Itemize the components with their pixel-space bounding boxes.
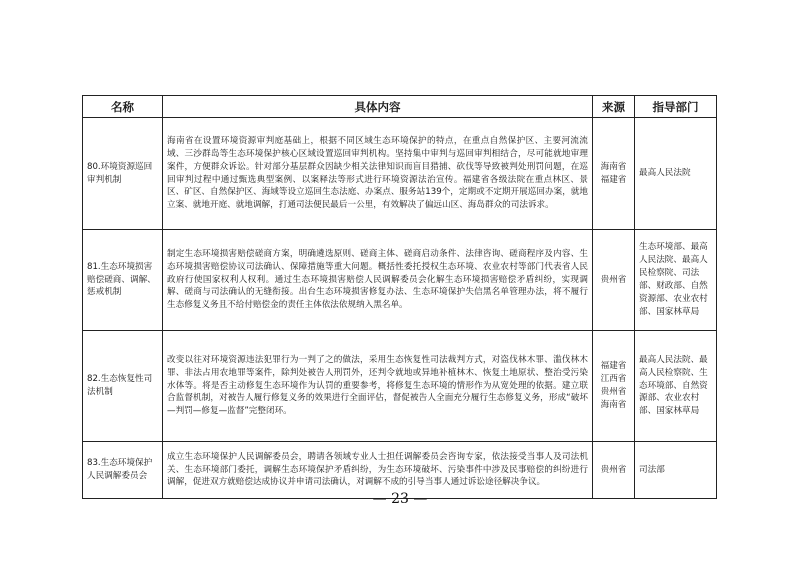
- row-source: 贵州省: [593, 230, 635, 331]
- table-header-row: [83, 96, 717, 118]
- row-name: 80.环境资源巡回审判机制: [83, 118, 163, 230]
- row-dept: 最高人民法院: [635, 118, 717, 230]
- table-row: [83, 118, 717, 230]
- row-name: 83.生态环境保护人民调解委员会: [83, 442, 163, 499]
- policy-table: [82, 95, 717, 499]
- row-name: 81.生态环境损害赔偿磋商、调解、惩戒机制: [83, 230, 163, 331]
- table-row: [83, 442, 717, 499]
- header-source: 来源: [593, 96, 635, 118]
- row-source: 贵州省: [593, 442, 635, 499]
- header-dept: 指导部门: [635, 96, 717, 118]
- row-content: 改变以往对环境资源违法犯罪行为一判了之的做法，采用生态恢复性司法裁判方式，对盗伐林木罪、滥伐林木罪、非法占用农地罪等案件，除判处被告人刑罚外，还判令就地或异地补植林木、恢复土地原状、整治受污染水体等。将是否主动修复生态环境作为认罚的重要参考，将修复生态环境的情形作为从宽处理的依据。建立联合监督机制，对被告人履行修复义务的效果进行全面评估，督促被告人全面充分履行生态修复义务，形成“破坏—判罚—修复—监督”完整闭环。: [163, 331, 593, 442]
- header-content: 具体内容: [163, 96, 593, 118]
- header-name: 名称: [83, 96, 163, 118]
- row-name: 82.生态恢复性司法机制: [83, 331, 163, 442]
- row-content: 海南省在设置环境资源审判庭基础上，根据不同区域生态环境保护的特点，在重点自然保护区、主要河流流域、三沙群岛等生态环境保护核心区域设置巡回审判机构。坚持集中审判与巡回审判相结合，尽可能就地审理案件，方便群众诉讼。针对部分基层群众因缺少相关法律知识而盲目猎捕、砍伐等导致被判处刑罚问题，在巡回审判过程中通过甄选典型案例、以案释法等形式进行环境资源法治宣传。福建省各级法院在重点林区、景区、矿区、自然保护区、海域等设立巡回生态法庭、办案点、服务站139个，定期或不定期开展巡回办案，就地立案、就地开庭、就地调解，打通司法便民最后一公里，有效解决了偏远山区、海岛群众的司法诉求。: [163, 118, 593, 230]
- table-row: [83, 230, 717, 331]
- row-source: 福建省 江西省 贵州省 海南省: [593, 331, 635, 442]
- table-row: [83, 331, 717, 442]
- row-content: 制定生态环境损害赔偿磋商方案，明确遴选原则、磋商主体、磋商启动条件、法律咨询、磋商程序及内容、生态环境损害赔偿协议司法确认、保障措施等重大问题。概括性委托授权生态环境、农业农村等部门代表省人民政府行使国家权利人权利。通过生态环境损害赔偿人民调解委员会化解生态环境损害赔偿矛盾纠纷，实现调解、磋商与司法确认的无缝衔接。出台生态环境损害修复办法、生态环境保护失信黑名单管理办法，将不履行生态修复义务且不给付赔偿金的责任主体依法依规纳入黑名单。: [163, 230, 593, 331]
- row-dept: 生态环境部、最高人民法院、最高人民检察院、司法部、财政部、自然资源部、农业农村部、国家林草局: [635, 230, 717, 331]
- row-dept: 最高人民法院、最高人民检察院、生态环境部、自然资源部、农业农村部、国家林草局: [635, 331, 717, 442]
- page-number: — 23 —: [372, 491, 428, 507]
- row-source: 海南省 福建省: [593, 118, 635, 230]
- row-dept: 司法部: [635, 442, 717, 499]
- row-content: 成立生态环境保护人民调解委员会，聘请各领域专业人士担任调解委员会咨询专家，依法接受当事人及司法机关、生态环境部门委托，调解生态环境保护矛盾纠纷，为生态环境破坏、污染事件中涉及民事赔偿的纠纷进行调解，促进双方就赔偿达成协议并申请司法确认，对调解不成的引导当事人通过诉讼途径解决争议。: [163, 442, 593, 499]
